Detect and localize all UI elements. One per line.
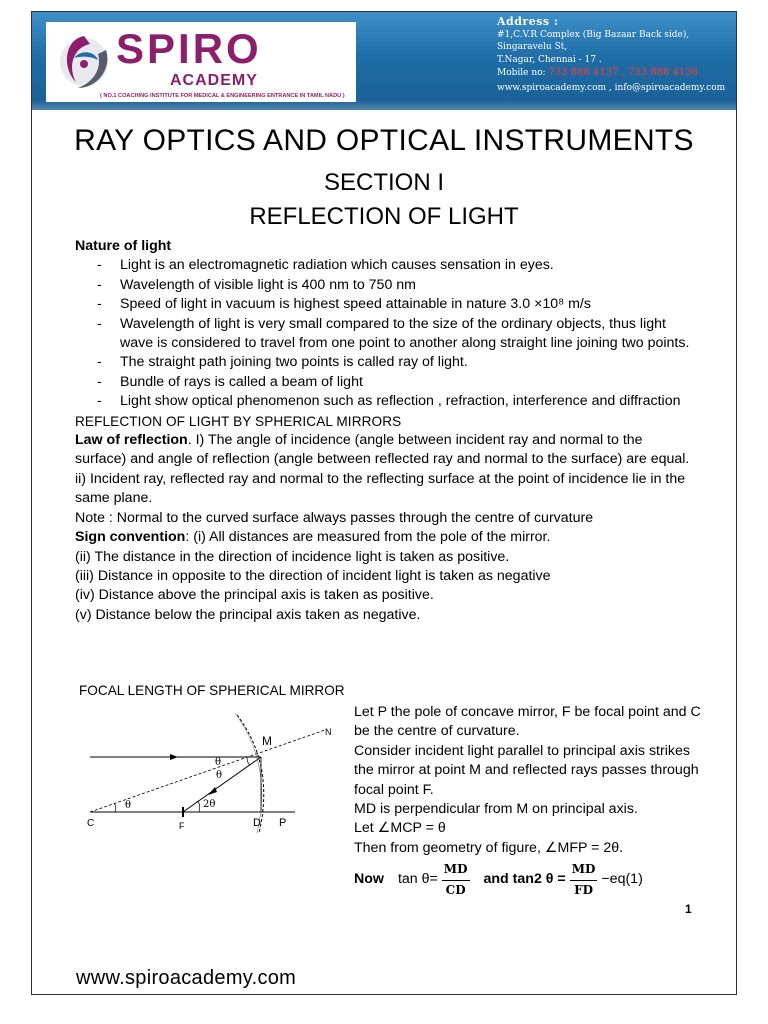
law-label: Law of reflection [75,432,188,449]
list-item: - Wavelength of visible light is 400 nm to 750 nm [97,276,695,295]
focal-text [354,703,704,900]
section-subtitle: REFLECTION OF LIGHT [249,203,519,230]
fraction [570,860,598,900]
label-d: D [253,817,261,829]
mobile-label: Mobile no: [497,68,546,78]
frac-num: MD [442,860,470,880]
sign-convention [75,528,695,547]
sign-item: (iii) Distance in opposite to the direction of incident light is taken as negative [75,567,551,584]
header-banner [32,12,736,110]
focal-line: Consider incident light parallel to principal axis strikes the mirror at point M and reflected rays passes through focal point F. [354,742,699,798]
label-p: P [279,817,287,829]
mirror-arc [237,715,264,833]
focal-line: MD is perpendicular from M on principal axis. [354,801,638,818]
fraction [442,860,470,900]
body-text [75,237,695,625]
page-title: RAY OPTICS AND OPTICAL INSTRUMENTS [74,124,694,157]
logo-title: SPIRO [116,25,262,72]
list-item: - Light is an electromagnetic radiation which causes sensation in eyes. [97,256,695,275]
address-line: T.Nagar, Chennai - 17 . [497,54,602,65]
list-item: - Speed of light in vacuum is highest speed attainable in nature 3.0 ×10⁸ m/s [97,295,695,314]
web-email[interactable]: www.spiroacademy.com , info@spiroacademy.com [497,82,726,93]
list-item: - The straight path joining two points is called ray of light. [97,353,695,372]
label-n: N [325,727,332,737]
label-theta: θ [215,757,222,768]
equation [354,860,704,900]
logo-tagline: ( NO.1 COACHING INSTITUTE FOR MEDICAL & ENGINEERING ENTRANCE IN TAMIL NADU ) [100,93,345,99]
logo-swirl-icon [54,28,114,94]
note: Note : Normal to the curved surface always passes through the centre of curvature [75,509,594,526]
reflected-ray [183,757,261,812]
sign-label: Sign convention [75,529,186,546]
address-line: Singaravelu St, [497,42,568,52]
logo [46,22,356,102]
list-item: - Wavelength of light is very small compared to the size of the ordinary objects, thus light wave is considered to travel from one point to another along straight line joining two points. [97,315,695,354]
label-m: M [262,734,272,748]
footer-url[interactable]: www.spiroacademy.com [76,967,297,989]
law-text: . I) The angle of incidence (angle between incident ray and normal to the surface) and angle of reflection (angle between reflected ray and normal to the surface) are equal. [75,432,690,468]
sign-item: (v) Distance below the principal axis taken as negative. [75,606,421,623]
frac-den: CD [445,882,466,897]
eq-tail: −eq(1) [601,871,643,888]
nature-heading: Nature of light [75,238,172,254]
focal-heading: FOCAL LENGTH OF SPHERICAL MIRROR [79,683,345,698]
address-block [497,16,735,94]
nature-list [75,256,695,411]
section-title: SECTION I [323,169,444,196]
focal-line: Let ∠MCP = θ [354,820,446,837]
address-line: #1,C.V.R Complex (Big Bazaar Back side), [497,29,690,40]
sign-item: (ii) The distance in the direction of incidence light is taken as positive. [75,548,510,565]
law-of-reflection [75,431,695,470]
label-two-theta: 2θ [203,799,216,810]
page-number: 1 [685,902,692,916]
mirror-diagram [75,705,350,835]
frac-num: MD [570,860,598,880]
label-c: C [87,818,95,829]
label-theta: θ [216,770,223,781]
focal-line: Let P the pole of concave mirror, F be focal point and C be the centre of curvature. [354,704,701,740]
address-heading: Address : [497,15,559,28]
sign-i: : (i) All distances are measured from the pole of the mirror. [185,529,551,546]
mobile-numbers: 733 888 4137 , 733 888 4136 [548,67,698,78]
sign-item: (iv) Distance above the principal axis is taken as positive. [75,587,434,604]
list-item: - Light show optical phenomenon such as reflection , refraction, interference and diffraction [97,392,695,411]
focal-line: Then from geometry of figure, ∠MFP = 2θ. [354,839,624,856]
law-ii: ii) Incident ray, reflected ray and normal to the reflecting surface at the point of incidence lie in the same plane. [75,470,686,507]
eq-and: and tan2 θ = [483,871,566,888]
label-theta: θ [125,800,132,811]
mobile-line [497,67,735,80]
frac-den: FD [574,882,593,897]
list-item: - Bundle of rays is called a beam of light [97,373,695,392]
eq-tan1: tan θ= [397,871,438,888]
label-f: F [179,821,185,831]
logo-subtitle: ACADEMY [170,72,258,89]
eq-now: Now [354,871,384,888]
reflection-heading: REFLECTION OF LIGHT BY SPHERICAL MIRRORS [75,413,402,429]
